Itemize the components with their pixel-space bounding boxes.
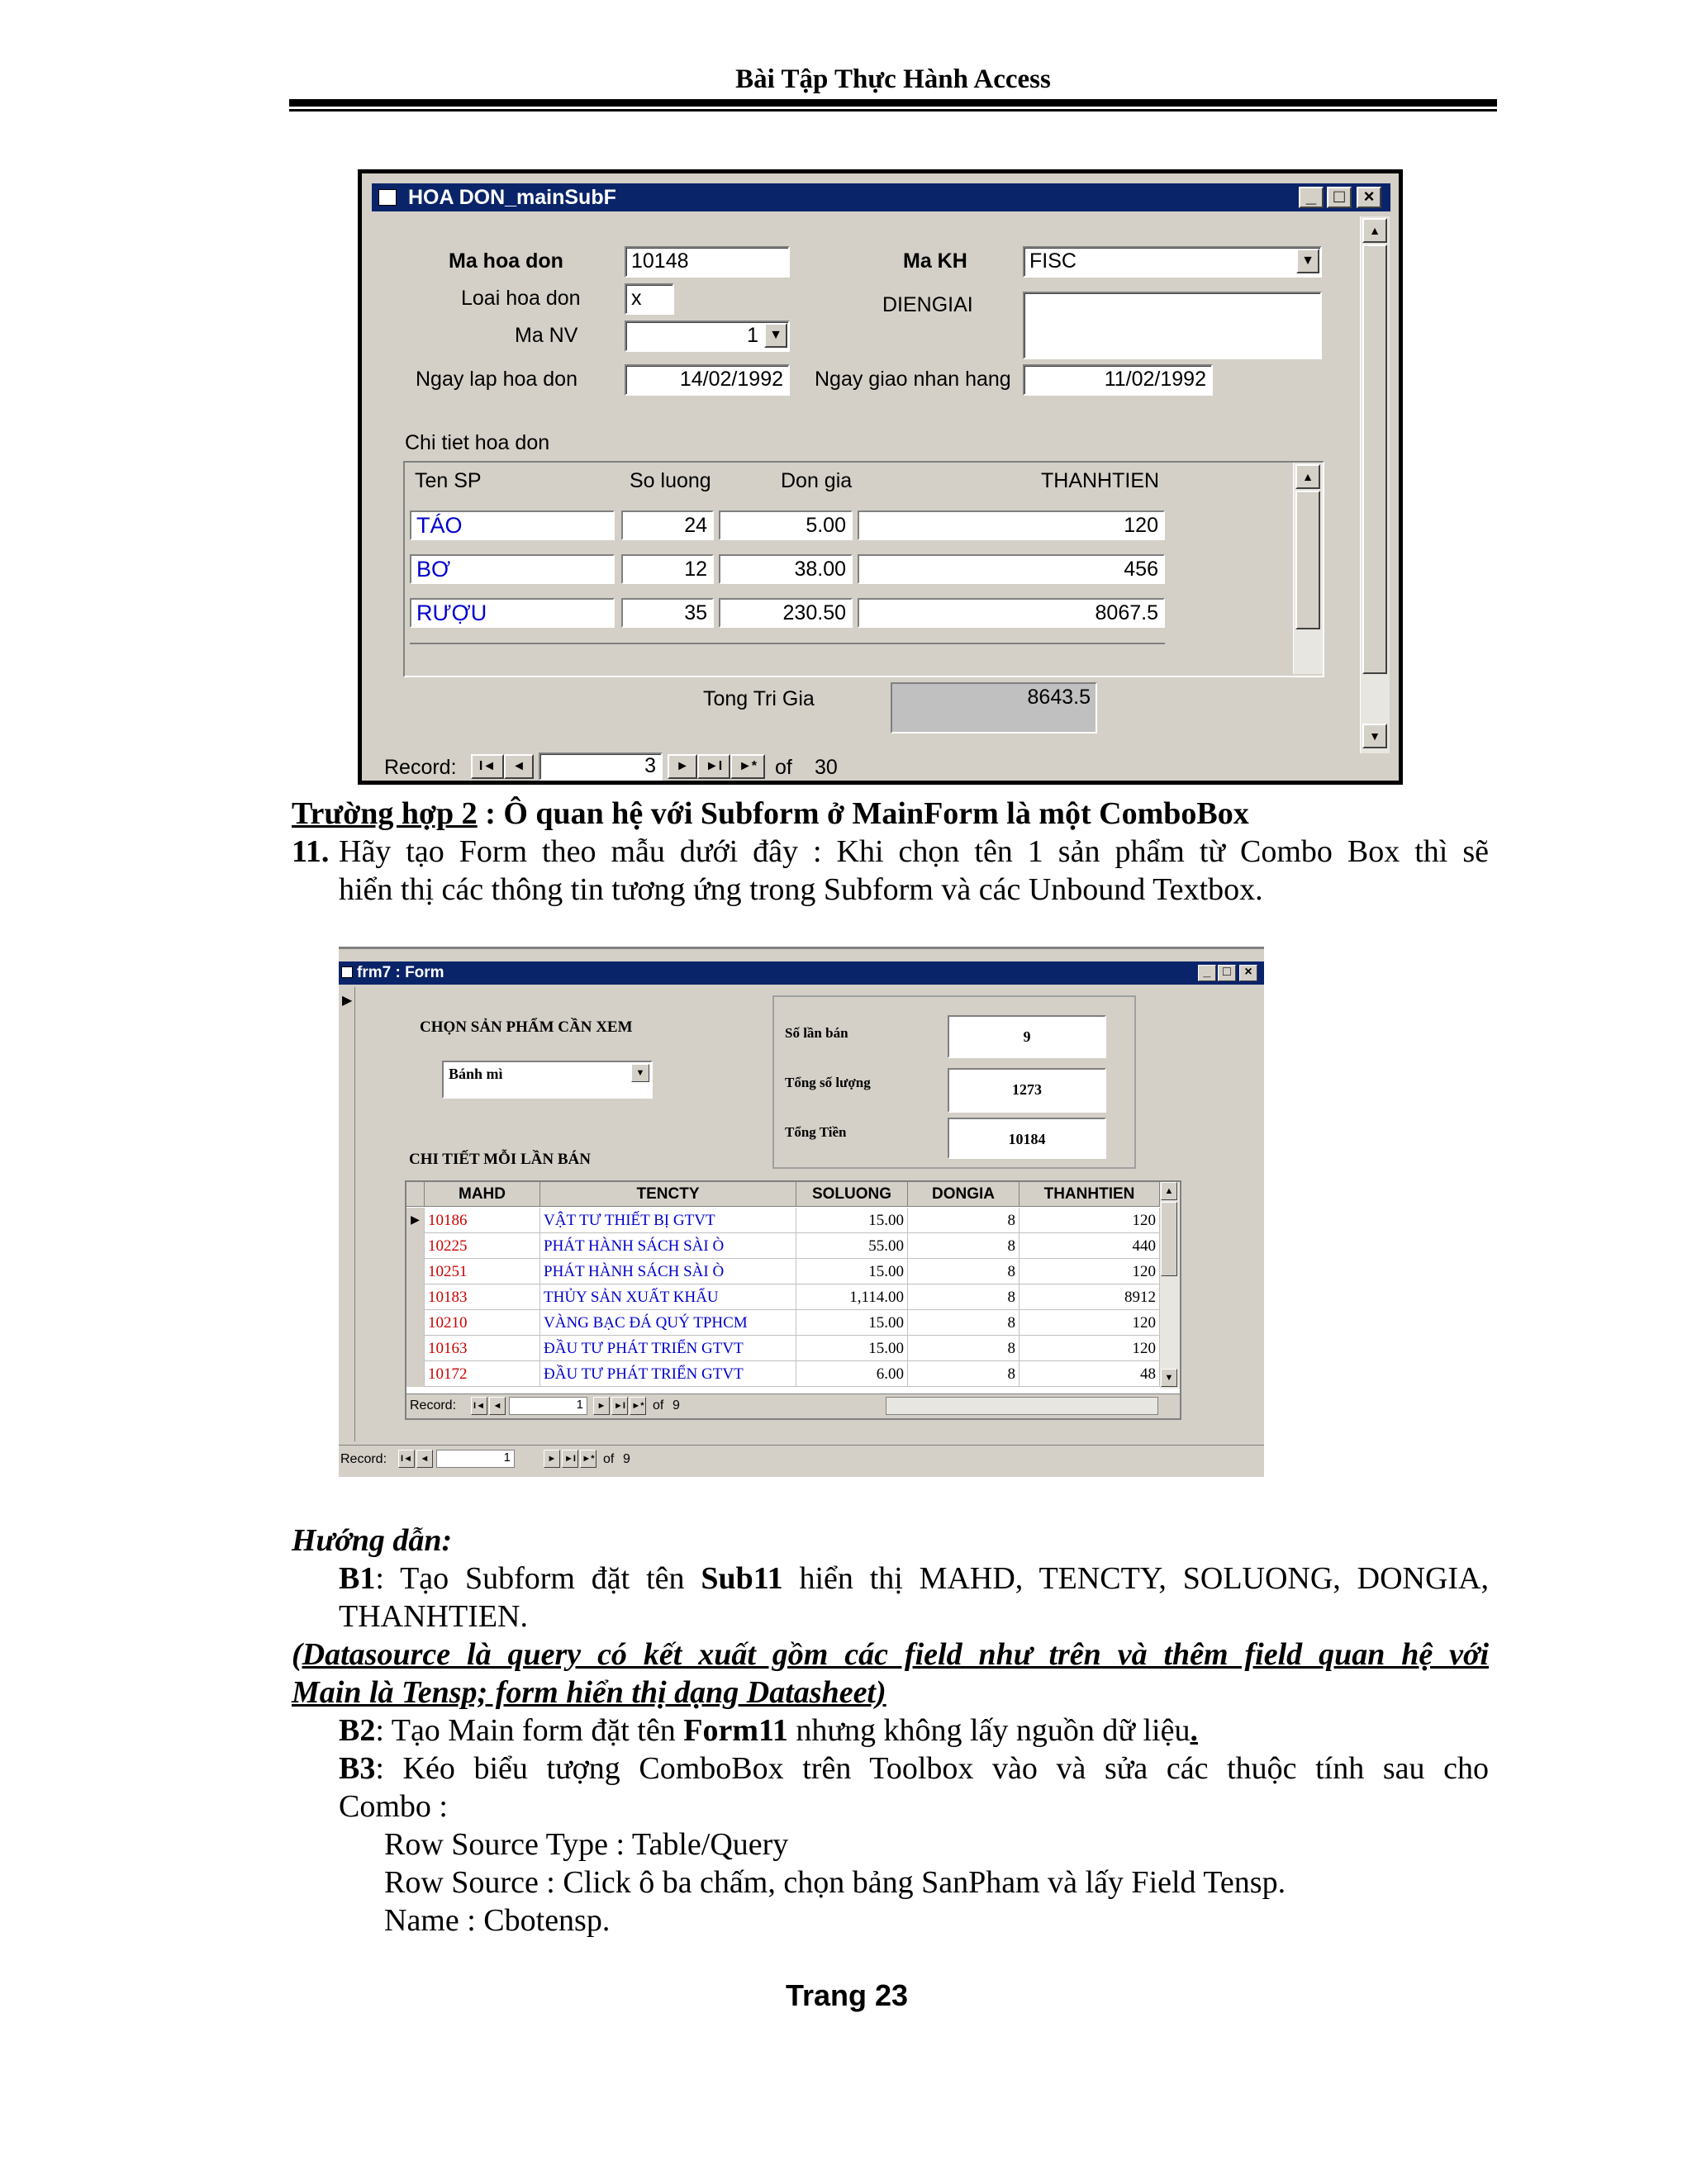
ma-hoa-don-label: Ma hoa don xyxy=(449,249,563,273)
soluong-cell[interactable]: 15.00 xyxy=(796,1336,908,1361)
step-b2-dot: . xyxy=(1190,1713,1198,1748)
step-b2-name: Form11 xyxy=(683,1713,788,1748)
thanhtien-cell[interactable]: 48 xyxy=(1019,1361,1160,1387)
ten-sp-cell[interactable]: BƠ xyxy=(410,554,615,584)
table-row[interactable] xyxy=(406,1284,1160,1310)
scroll-thumb[interactable] xyxy=(1295,491,1320,629)
ngay-lap-field[interactable]: 14/02/1992 xyxy=(625,364,790,396)
record-label: Record: xyxy=(340,1452,387,1466)
so-luong-cell[interactable]: 35 xyxy=(621,598,714,628)
property-name: Name : Cbotensp. xyxy=(384,1903,611,1938)
scroll-thumb[interactable] xyxy=(1362,245,1387,674)
subform-chi-tiet xyxy=(403,461,1324,677)
tencty-cell[interactable]: PHÁT HÀNH SÁCH SÀI Ò xyxy=(540,1259,796,1284)
column-header-mahd[interactable]: MAHD xyxy=(425,1182,540,1207)
first-record-button[interactable]: I◄ xyxy=(398,1450,415,1468)
tong-tri-gia-label: Tong Tri Gia xyxy=(703,687,815,710)
property-row-source: Row Source : Click ô ba chấm, chọn bảng SanPham và lấy Field Tensp. xyxy=(384,1865,1286,1900)
first-record-button[interactable]: I◄ xyxy=(471,754,504,779)
diengiai-label: DIENGIAI xyxy=(882,293,973,316)
first-record-button[interactable]: I◄ xyxy=(471,1397,487,1415)
row-selector[interactable] xyxy=(406,1361,425,1387)
loai-hoa-don-field[interactable]: x xyxy=(625,283,674,315)
scroll-up-icon[interactable]: ▲ xyxy=(1295,464,1320,489)
column-header-thanhtien[interactable]: THANHTIEN xyxy=(1019,1182,1160,1207)
mahd-cell[interactable]: 10251 xyxy=(425,1259,540,1284)
dongia-cell[interactable]: 8 xyxy=(908,1208,1019,1233)
column-header: Ten SP xyxy=(415,469,482,492)
current-record-icon: ▶ xyxy=(406,1208,425,1233)
so-luong-cell[interactable]: 24 xyxy=(621,510,714,540)
ngay-giao-label: Ngay giao nhan hang xyxy=(815,368,1011,391)
new-record-row xyxy=(410,643,1165,649)
window-titlebar xyxy=(372,183,1390,211)
ten-sp-cell[interactable]: RƯỢU xyxy=(410,598,615,628)
mahd-cell[interactable]: 10225 xyxy=(425,1233,540,1259)
step-b2-text-b: nhưng không lấy nguồn dữ liệu xyxy=(787,1713,1191,1748)
next-record-button[interactable]: ► xyxy=(544,1450,560,1468)
row-selector[interactable] xyxy=(406,1233,425,1259)
record-selector[interactable] xyxy=(339,987,355,1441)
tencty-cell[interactable]: ĐẦU TƯ PHÁT TRIỂN GTVT xyxy=(540,1336,796,1361)
subform-record-navigator xyxy=(406,1393,1180,1418)
record-label: Record: xyxy=(410,1398,457,1412)
row-selector[interactable] xyxy=(406,1310,425,1336)
don-gia-cell[interactable]: 38.00 xyxy=(719,554,853,584)
step-b3-line1 xyxy=(339,1750,1489,1788)
record-total: 30 xyxy=(815,756,838,779)
tong-tien-field: 10184 xyxy=(948,1118,1106,1159)
thanhtien-cell[interactable]: 120 xyxy=(1019,1259,1160,1284)
table-row[interactable] xyxy=(406,1259,1160,1284)
ma-nv-combo[interactable] xyxy=(625,320,790,352)
close-button[interactable]: × xyxy=(1357,187,1381,208)
dongia-cell[interactable]: 8 xyxy=(908,1259,1019,1284)
tencty-cell[interactable]: VẬT TƯ THIẾT BỊ GTVT xyxy=(540,1208,796,1233)
dongia-cell[interactable]: 8 xyxy=(908,1284,1019,1310)
step-b2 xyxy=(339,1712,1198,1750)
row-selector[interactable] xyxy=(406,1259,425,1284)
mahd-cell[interactable]: 10172 xyxy=(425,1361,540,1387)
new-record-button[interactable]: ►* xyxy=(730,754,765,779)
horizontal-scrollbar[interactable] xyxy=(886,1397,1158,1415)
page-header: Bài Tập Thực Hành Access xyxy=(735,64,1051,94)
record-of-label: of xyxy=(775,756,792,779)
ma-kh-label: Ma KH xyxy=(903,249,967,273)
record-total: 9 xyxy=(673,1398,680,1412)
window-title: HOA DON_mainSubF xyxy=(408,186,616,209)
product-combo[interactable] xyxy=(442,1061,653,1099)
ma-nv-label: Ma NV xyxy=(515,324,578,347)
subform-scrollbar[interactable] xyxy=(1160,1182,1180,1389)
subform-caption: Chi tiet hoa don xyxy=(405,431,550,454)
note-line1: (Datasource là query có kết xuất gồm các field như trên và thêm field quan hệ với xyxy=(292,1637,1489,1672)
ngay-lap-label: Ngay lap hoa don xyxy=(416,368,577,391)
thanhtien-cell[interactable]: 8067.5 xyxy=(858,598,1165,628)
ma-nv-value: 1 xyxy=(747,324,758,347)
tencty-cell[interactable]: ĐẦU TƯ PHÁT TRIỂN GTVT xyxy=(540,1361,796,1387)
mahd-cell[interactable]: 10186 xyxy=(425,1208,540,1233)
soluong-cell[interactable]: 1,114.00 xyxy=(796,1284,908,1310)
scroll-thumb[interactable] xyxy=(1161,1202,1177,1276)
row-selector-header xyxy=(406,1182,425,1207)
last-record-button[interactable]: ►I xyxy=(697,754,730,779)
mahd-cell[interactable]: 10183 xyxy=(425,1284,540,1310)
mahd-cell[interactable]: 10163 xyxy=(425,1336,540,1361)
thanhtien-cell[interactable]: 120 xyxy=(1019,1208,1160,1233)
subform-caption: CHI TIẾT MỖI LẦN BÁN xyxy=(409,1151,591,1168)
last-record-button[interactable]: ►I xyxy=(611,1397,628,1415)
step-b1-label: B1 xyxy=(339,1561,376,1596)
dongia-cell[interactable]: 8 xyxy=(908,1361,1019,1387)
row-selector[interactable] xyxy=(406,1284,425,1310)
new-record-button[interactable]: ►* xyxy=(630,1397,646,1415)
new-record-button[interactable]: ►* xyxy=(580,1450,596,1468)
table-row[interactable] xyxy=(406,1361,1160,1387)
soluong-cell[interactable]: 6.00 xyxy=(796,1361,908,1387)
item-text-line1: Hãy tạo Form theo mẫu dưới đây : Khi chọn tên 1 sản phẩm từ Combo Box thì sẽ xyxy=(339,834,1489,869)
record-number-field[interactable]: 3 xyxy=(539,753,663,781)
column-header: So luong xyxy=(630,469,711,492)
window-title: frm7 : Form xyxy=(357,964,444,981)
guide-title: Hướng dẫn: xyxy=(292,1523,453,1558)
header-rule xyxy=(289,99,1497,107)
next-record-button[interactable]: ► xyxy=(668,754,697,779)
tong-tri-gia-field: 8643.5 xyxy=(891,682,1097,734)
column-header-dongia[interactable]: DONGIA xyxy=(908,1182,1019,1207)
product-combo-value: Bánh mì xyxy=(449,1066,503,1082)
section-heading xyxy=(292,795,1249,833)
step-b1-text-b: hiển thị MAHD, TENCTY, SOLUONG, DONGIA, xyxy=(782,1561,1490,1596)
step-b3-label: B3 xyxy=(339,1751,376,1786)
tong-tien-label: Tổng Tiền xyxy=(785,1124,847,1140)
table-row[interactable] xyxy=(406,1233,1160,1259)
form-icon xyxy=(378,189,397,206)
table-row[interactable] xyxy=(406,1310,1160,1336)
tong-so-luong-label: Tổng số lượng xyxy=(785,1075,871,1090)
prev-record-button[interactable]: ◄ xyxy=(416,1450,433,1468)
window-titlebar xyxy=(339,961,1264,985)
thanhtien-cell[interactable]: 8912 xyxy=(1019,1284,1160,1310)
dongia-cell[interactable]: 8 xyxy=(908,1233,1019,1259)
scroll-down-icon[interactable]: ▼ xyxy=(1362,724,1387,748)
item-text-line2: hiển thị các thông tin tương ứng trong Subform và các Unbound Textbox. xyxy=(339,872,1263,907)
item-number: 11. xyxy=(292,834,330,869)
scroll-up-icon[interactable]: ▲ xyxy=(1161,1182,1177,1200)
step-b3-line2: Combo : xyxy=(339,1789,448,1824)
soluong-cell[interactable]: 15.00 xyxy=(796,1310,908,1336)
record-total: 9 xyxy=(623,1452,630,1466)
step-b1-line2: THANHTIEN. xyxy=(339,1599,529,1634)
thanhtien-cell[interactable]: 120 xyxy=(1019,1310,1160,1336)
column-header-tencty[interactable]: TENCTY xyxy=(540,1182,796,1207)
ten-sp-cell[interactable]: TÁO xyxy=(410,510,615,540)
section-heading-case: Trường hợp 2 xyxy=(292,796,478,831)
mahd-cell[interactable]: 10210 xyxy=(425,1310,540,1336)
record-number-field[interactable]: 1 xyxy=(509,1397,587,1415)
tencty-cell[interactable]: PHÁT HÀNH SÁCH SÀI Ò xyxy=(540,1233,796,1259)
table-row[interactable] xyxy=(406,1208,1160,1233)
thanhtien-cell[interactable]: 456 xyxy=(858,554,1165,584)
ngay-giao-field[interactable]: 11/02/1992 xyxy=(1023,364,1213,396)
scroll-up-icon[interactable]: ▲ xyxy=(1362,218,1387,243)
minimize-button[interactable]: _ xyxy=(1198,965,1216,981)
step-b1-line1 xyxy=(339,1560,1489,1598)
combo-label: CHỌN SẢN PHẨM CẦN XEM xyxy=(420,1018,633,1036)
step-b3-text: : Kéo biểu tượng ComboBox trên Toolbox vào và sửa các thuộc tính sau cho xyxy=(375,1751,1489,1786)
record-number-field[interactable]: 1 xyxy=(436,1450,515,1468)
screenshot-hoa-don-form xyxy=(358,169,1403,785)
current-record-icon: ▶ xyxy=(342,994,353,1008)
tencty-cell[interactable]: THỦY SẢN XUẤT KHẨU xyxy=(540,1284,796,1310)
page-number: Trang 23 xyxy=(785,1978,909,2012)
step-b2-text-a: : Tạo Main form đặt tên xyxy=(375,1713,684,1748)
ma-kh-combo[interactable] xyxy=(1023,246,1322,278)
so-lan-ban-field: 9 xyxy=(948,1015,1106,1058)
main-record-navigator xyxy=(339,1445,1264,1473)
last-record-button[interactable]: ►I xyxy=(562,1450,578,1468)
minimize-button[interactable]: _ xyxy=(1299,187,1324,208)
so-luong-cell[interactable]: 12 xyxy=(621,554,714,584)
soluong-cell[interactable]: 15.00 xyxy=(796,1208,908,1233)
close-button[interactable]: × xyxy=(1239,965,1257,981)
subform-scrollbar[interactable] xyxy=(1293,463,1323,674)
step-b1-text-a: : Tạo Subform đặt tên xyxy=(375,1561,701,1596)
column-header: Don gia xyxy=(781,469,853,492)
step-b1-name: Sub11 xyxy=(701,1561,783,1596)
record-label: Record: xyxy=(384,756,457,779)
subform-datasheet xyxy=(405,1180,1181,1420)
step-b2-label: B2 xyxy=(339,1713,376,1748)
so-lan-ban-label: Số lần bán xyxy=(785,1025,848,1041)
chevron-down-icon[interactable]: ▼ xyxy=(631,1064,649,1082)
don-gia-cell[interactable]: 230.50 xyxy=(719,598,853,628)
section-heading-title: : Ô quan hệ với Subform ở MainForm là một ComboBox xyxy=(477,796,1249,831)
tencty-cell[interactable]: VÀNG BẠC ĐÁ QUÝ TPHCM xyxy=(540,1310,796,1336)
diengiai-field[interactable] xyxy=(1023,292,1322,359)
record-of-label: of xyxy=(603,1452,615,1466)
table-row[interactable] xyxy=(406,1336,1160,1361)
dongia-cell[interactable]: 8 xyxy=(908,1336,1019,1361)
don-gia-cell[interactable]: 5.00 xyxy=(719,510,853,540)
tong-so-luong-field: 1273 xyxy=(948,1068,1106,1113)
soluong-cell[interactable]: 55.00 xyxy=(796,1233,908,1259)
loai-hoa-don-label: Loai hoa don xyxy=(461,287,581,310)
record-of-label: of xyxy=(653,1398,664,1412)
ma-kh-value: FISC xyxy=(1029,249,1077,273)
ma-hoa-don-field[interactable]: 10148 xyxy=(625,246,790,278)
thanhtien-cell[interactable]: 120 xyxy=(1019,1336,1160,1361)
maximize-button[interactable]: □ xyxy=(1218,965,1236,981)
thanhtien-cell[interactable]: 120 xyxy=(858,510,1165,540)
prev-record-button[interactable]: ◄ xyxy=(489,1397,506,1415)
row-selector[interactable] xyxy=(406,1336,425,1361)
dongia-cell[interactable]: 8 xyxy=(908,1310,1019,1336)
property-row-source-type: Row Source Type : Table/Query xyxy=(384,1827,789,1862)
soluong-cell[interactable]: 15.00 xyxy=(796,1259,908,1284)
column-header-soluong[interactable]: SOLUONG xyxy=(796,1182,908,1207)
thanhtien-cell[interactable]: 440 xyxy=(1019,1233,1160,1259)
chevron-down-icon[interactable]: ▼ xyxy=(1296,249,1319,273)
form-scrollbar[interactable] xyxy=(1360,216,1390,753)
prev-record-button[interactable]: ◄ xyxy=(504,754,534,779)
next-record-button[interactable]: ► xyxy=(593,1397,610,1415)
scroll-down-icon[interactable]: ▼ xyxy=(1161,1369,1177,1387)
chevron-down-icon[interactable]: ▼ xyxy=(764,323,787,348)
maximize-button[interactable]: □ xyxy=(1327,187,1352,208)
column-header: THANHTIEN xyxy=(1041,469,1160,492)
screenshot-frm7-form xyxy=(339,947,1264,1477)
header-rule-thin xyxy=(289,109,1497,112)
note-line2: Main là Tensp; form hiển thị dạng Datasheet) xyxy=(292,1675,886,1710)
form-icon xyxy=(341,966,353,978)
